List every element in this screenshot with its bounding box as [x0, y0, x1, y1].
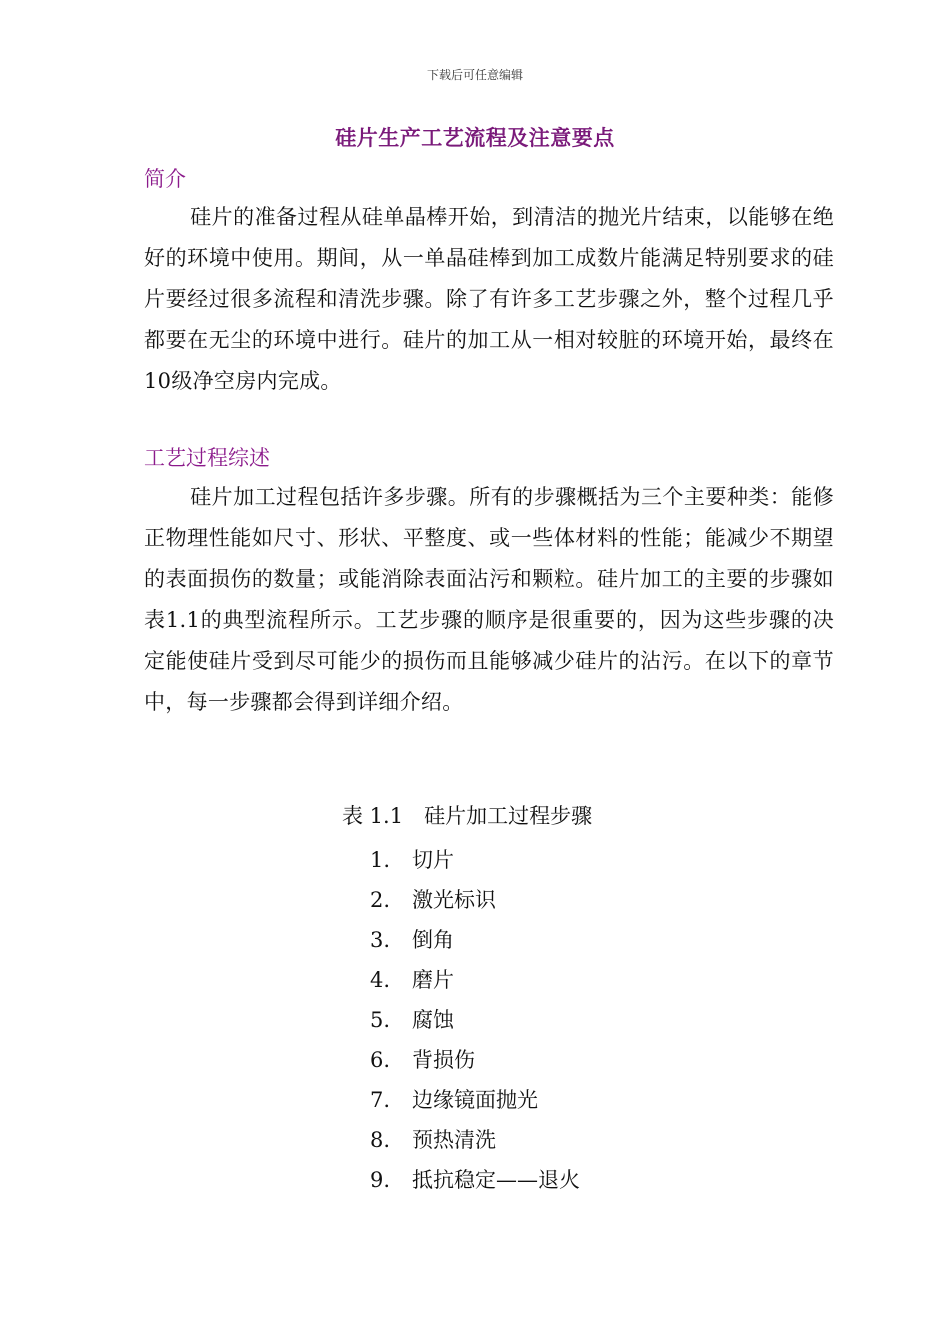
- step-number: 7.: [370, 1088, 391, 1112]
- step-number: 1.: [370, 848, 391, 872]
- step-label: 切片: [412, 848, 454, 872]
- step-number: 4.: [370, 968, 391, 992]
- list-item: [370, 1040, 580, 1080]
- list-item: [370, 1120, 580, 1160]
- list-item: [370, 840, 580, 880]
- list-item: [370, 1000, 580, 1040]
- list-item: [370, 880, 580, 920]
- step-label: 激光标识: [412, 888, 496, 912]
- list-item: [370, 1080, 580, 1120]
- step-label: 背损伤: [412, 1048, 475, 1072]
- step-label: 腐蚀: [412, 1008, 454, 1032]
- step-number: 3.: [370, 928, 391, 952]
- list-item: [370, 960, 580, 1000]
- step-number: 9.: [370, 1168, 391, 1192]
- list-item: [370, 1160, 580, 1200]
- header-note: 下载后可任意编辑: [426, 68, 523, 82]
- section-heading-overview: 工艺过程综述: [144, 446, 270, 470]
- overview-paragraph-text: 硅片加工过程包括许多步骤。所有的步骤概括为三个主要种类：能修正物理性能如尺寸、形状、平整度、或一些体材料的性能；能减少不期望的表面损伤的数量；或能消除表面沾污和颗粒。硅片加工的主要的步骤如表1.1的典型流程所示。工艺步骤的顺序是很重要的，因为这些步骤的决定能使硅片受到尽可能少的损伤而且能够减少硅片的沾污。在以下的章节中，每一步骤都会得到详细介绍。: [144, 485, 834, 714]
- step-label: 倒角: [412, 928, 454, 952]
- step-number: 2.: [370, 888, 391, 912]
- table-caption: 表 1.1 硅片加工过程步骤: [342, 804, 593, 828]
- step-label: 边缘镜面抛光: [412, 1088, 538, 1112]
- step-number: 6.: [370, 1048, 391, 1072]
- overview-paragraph: [144, 477, 834, 723]
- process-step-list: [370, 840, 580, 1200]
- document-title: 硅片生产工艺流程及注意要点: [335, 125, 615, 150]
- section-heading-intro: 简介: [144, 167, 186, 191]
- step-label: 预热清洗: [412, 1128, 496, 1152]
- step-label: 抵抗稳定——退火: [412, 1168, 580, 1192]
- step-number: 5.: [370, 1008, 391, 1032]
- step-number: 8.: [370, 1128, 391, 1152]
- intro-paragraph-text: 硅片的准备过程从硅单晶棒开始，到清洁的抛光片结束，以能够在绝好的环境中使用。期间，从一单晶硅棒到加工成数片能满足特别要求的硅片要经过很多流程和清洗步骤。除了有许多工艺步骤之外，整个过程几乎都要在无尘的环境中进行。硅片的加工从一相对较脏的环境开始，最终在10级净空房内完成。: [144, 205, 834, 393]
- list-item: [370, 920, 580, 960]
- intro-paragraph: [144, 197, 834, 402]
- step-label: 磨片: [412, 968, 454, 992]
